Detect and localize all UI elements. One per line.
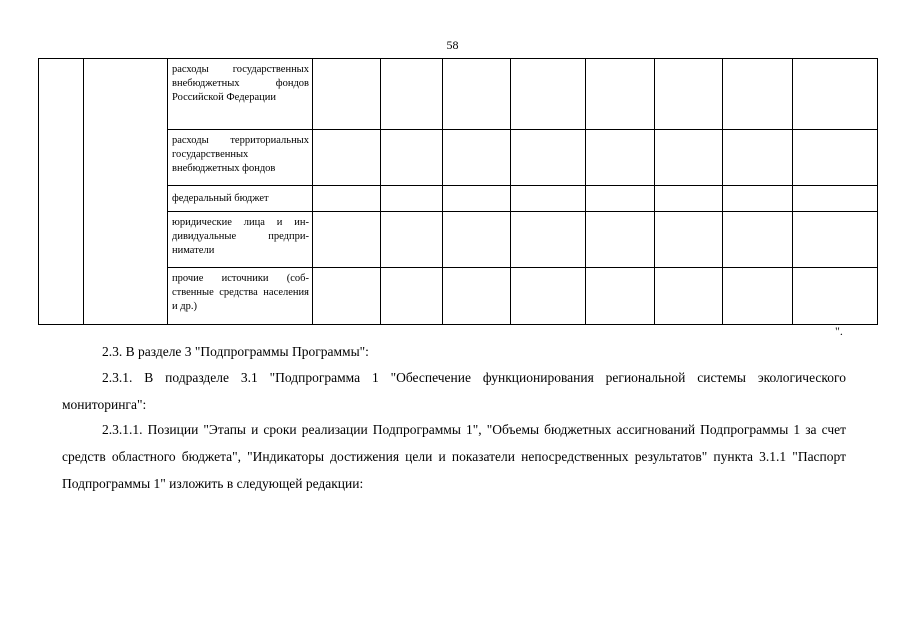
value-cell — [381, 212, 443, 268]
value-cell — [511, 59, 586, 130]
table-row — [39, 59, 878, 130]
value-cell — [511, 212, 586, 268]
value-cell — [381, 268, 443, 325]
value-cell — [723, 59, 793, 130]
value-cell — [655, 59, 723, 130]
value-cell — [313, 268, 381, 325]
value-cell — [655, 212, 723, 268]
value-cell — [511, 268, 586, 325]
value-cell — [586, 130, 655, 186]
value-cell — [381, 130, 443, 186]
value-cell — [723, 268, 793, 325]
value-cell — [723, 212, 793, 268]
value-cell — [793, 59, 878, 130]
value-cell — [313, 59, 381, 130]
value-cell — [511, 130, 586, 186]
paragraph-2-3-1-1: 2.3.1.1. Позиции "Этапы и сроки реализации Подпрограммы 1", "Объемы бюджетных ассигнований Подпрограммы 1 за счет средств областного бюджета", "Индикаторы достижения цели и показатели непосредственных результатов" пункта 3.1.1 "Паспорт Подпрограммы 1" изложить в следующей редакции: — [62, 422, 846, 491]
source-label: расходы государственных внебюджетных фондов Российской Федерации — [168, 59, 313, 130]
paragraph-2-3: 2.3. В разделе 3 "Подпрограммы Программы": — [102, 344, 369, 359]
value-cell — [655, 268, 723, 325]
source-label: юридические лица и индивидуальные предприниматели — [168, 212, 313, 268]
value-cell — [443, 268, 511, 325]
value-cell — [313, 130, 381, 186]
source-label: расходы территориальных государственных внебюджетных фондов — [168, 130, 313, 186]
value-cell — [381, 59, 443, 130]
value-cell — [586, 59, 655, 130]
paragraph-2-3-1: 2.3.1. В подразделе 3.1 "Подпрограмма 1 "Обеспечение функционирования региональной системы экологического мониторинга": — [62, 370, 846, 412]
value-cell — [381, 186, 443, 212]
merged-cell-number — [39, 59, 84, 325]
value-cell — [655, 186, 723, 212]
source-label: федеральный бюджет — [168, 186, 313, 212]
value-cell — [443, 212, 511, 268]
value-cell — [793, 130, 878, 186]
value-cell — [313, 212, 381, 268]
value-cell — [655, 130, 723, 186]
value-cell — [443, 130, 511, 186]
value-cell — [723, 130, 793, 186]
table-closing-mark: ". — [835, 324, 843, 338]
value-cell — [443, 186, 511, 212]
funding-sources-table — [38, 58, 878, 325]
value-cell — [313, 186, 381, 212]
value-cell — [586, 186, 655, 212]
value-cell — [443, 59, 511, 130]
source-label: прочие источники (собственные средства населения и др.) — [168, 268, 313, 325]
value-cell — [793, 212, 878, 268]
merged-cell-name — [84, 59, 168, 325]
value-cell — [586, 268, 655, 325]
page-number: 58 — [446, 38, 459, 52]
value-cell — [586, 212, 655, 268]
value-cell — [511, 186, 586, 212]
value-cell — [723, 186, 793, 212]
value-cell — [793, 186, 878, 212]
value-cell — [793, 268, 878, 325]
